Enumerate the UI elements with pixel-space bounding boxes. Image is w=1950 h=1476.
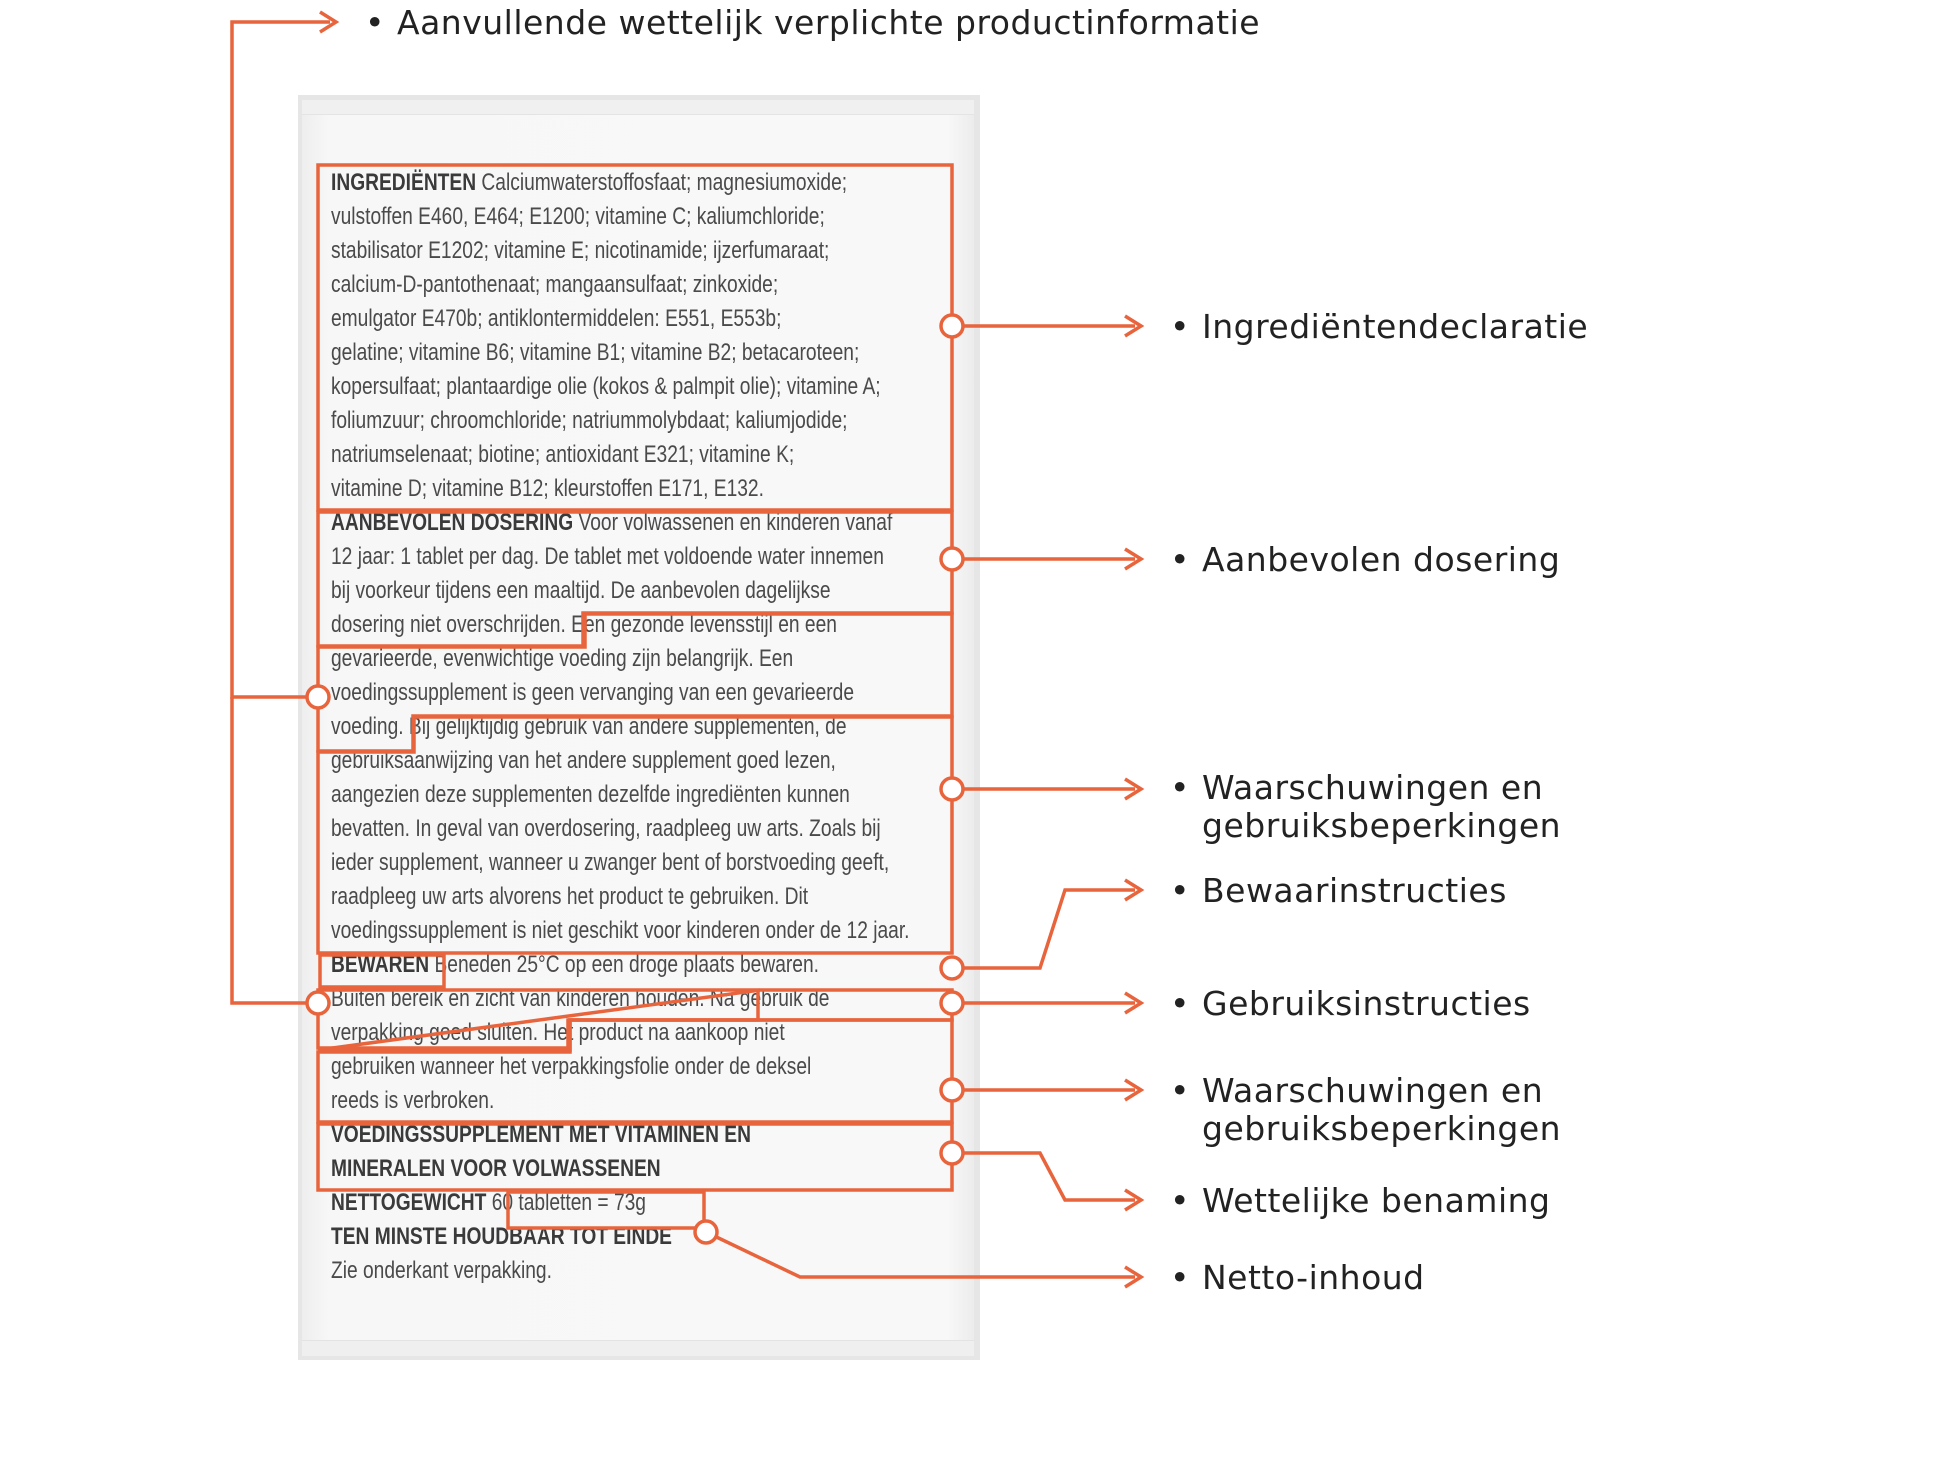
anchor-dot-icon [941,548,963,570]
annotation-warnings-1 [1170,769,1561,845]
ingredients-frame [318,165,952,510]
annotation-net-content [1170,1259,1425,1297]
bullet-icon: • [1170,1071,1190,1110]
bullet-icon: • [1170,1181,1190,1220]
dosage-text: dosering niet overschrijden. [331,611,566,638]
lifestyle-text: voeding. [331,713,404,740]
storage-frame [320,955,444,987]
anchor-dot-icon [307,686,329,708]
ingredients-line: vitamine D; vitamine B12; kleurstoffen E171, E132. [331,475,764,502]
legal-name-frame [318,1124,952,1190]
bracket-line [232,22,330,697]
annotation-usage [1170,985,1531,1023]
annotation-ingredients [1170,308,1588,346]
ingredients-line: gelatine; vitamine B6; vitamine B1; vitamine B2; betacaroteen; [331,339,860,366]
bullet-icon: • [1170,984,1190,1023]
best-before-text: Zie onderkant verpakking. [331,1257,552,1284]
storage-connector [952,890,1135,968]
anchor-dot-icon [941,1142,963,1164]
warning-line: aangezien deze supplementen dezelfde ingrediënten kunnen [331,781,850,808]
bullet-icon: • [1170,768,1190,807]
dosage-text: Voor volwassenen en kinderen vanaf [573,509,893,536]
seal-line: reeds is verbroken. [331,1087,495,1114]
dosage-frame [318,512,952,646]
bullet-icon: • [1170,1258,1190,1297]
warning-line: gebruiksaanwijzing van het andere supplement goed lezen, [331,747,836,774]
anchor-dot-icon [941,778,963,800]
bracket-line [232,697,318,1003]
ingredients-heading: INGREDIËNTEN [331,169,477,196]
anchor-dot-icon [941,315,963,337]
warning-line: ieder supplement, wanneer u zwanger bent of borstvoeding geeft, [331,849,890,876]
warning-line: bevatten. In geval van overdosering, raadpleeg uw arts. Zoals bij [331,815,881,842]
bullet-icon: • [1170,540,1190,579]
annotation-additional-info [365,4,1260,42]
net-value: 60 tabletten = 73g [486,1189,646,1216]
legal-name-text: VOEDINGSSUPPLEMENT MET VITAMINEN EN [331,1121,751,1148]
annotation-storage [1170,872,1507,910]
lifestyle-line: voedingssupplement is geen vervanging van een gevarieerde [331,679,855,706]
storage-heading: BEWAREN [331,951,430,978]
ingredients-line: kopersulfaat; plantaardige olie (kokos & palmpit olie); vitamine A; [331,373,881,400]
annotation-label: Netto-inhoud [1202,1258,1425,1297]
net-content-frame [508,1192,704,1228]
bullet-icon: • [1170,871,1190,910]
legal-name-connector [952,1153,1135,1200]
annotation-dosage [1170,541,1560,579]
lifestyle-text: Een gezonde levensstijl en een [565,611,837,638]
usage-text: Na gebruik de [704,985,830,1012]
ingredients-line: stabilisator E1202; vitamine E; nicotinamide; ijzerfumaraat; [331,237,830,264]
annotation-label: Waarschuwingen en [1202,768,1544,807]
annotation-label: Ingrediëntendeclaratie [1202,307,1589,346]
bullet-icon: • [1170,307,1190,346]
legal-name-text: MINERALEN VOOR VOLWASSENEN [331,1155,661,1182]
ingredients-line: foliumzuur; chroomchloride; natriummolybdaat; kaliumjodide; [331,407,848,434]
ingredients-line: natriumselenaat; biotine; antioxidant E321; vitamine K; [331,441,795,468]
annotation-label: Wettelijke benaming [1202,1181,1551,1220]
ingredients-text: Calciumwaterstoffosfaat; magnesiumoxide; [476,169,848,196]
dosage-line: 12 jaar: 1 tablet per dag. De tablet met voldoende water innemen [331,543,884,570]
lifestyle-line: gevarieerde, evenwichtige voeding zijn belangrijk. Een [331,645,794,672]
seal-frame [318,1020,952,1122]
warning-text: Bij gelijktijdig gebruik van andere supplementen, de [403,713,847,740]
anchor-dot-icon [307,992,329,1014]
anchor-dot-icon [941,1079,963,1101]
bullet-icon: • [365,3,385,42]
seal-text: Het product na aankoop niet [538,1019,785,1046]
annotation-label: Bewaarinstructies [1202,871,1507,910]
seal-line: gebruiken wanneer het verpakkingsfolie onder de deksel [331,1053,812,1080]
ingredients-line: emulgator E470b; antiklontermiddelen: E551, E553b; [331,305,782,332]
children-text: Buiten bereik en zicht van kinderen houden. [331,985,705,1012]
annotation-legal-name [1170,1182,1550,1220]
annotation-label: gebruiksbeperkingen [1202,806,1562,845]
warnings-frame [318,717,952,953]
dosage-heading: AANBEVOLEN DOSERING [331,509,574,536]
anchor-dot-icon [941,957,963,979]
annotation-label: Aanbevolen dosering [1202,540,1561,579]
ingredients-line: calcium-D-pantothenaat; mangaansulfaat; zinkoxide; [331,271,779,298]
annotation-label: Gebruiksinstructies [1202,984,1531,1023]
anchor-dot-icon [695,1221,717,1243]
net-content-connector [706,1232,1135,1277]
warning-line: voedingssupplement is niet geschikt voor kinderen onder de 12 jaar. [331,917,910,944]
ingredients-line: vulstoffen E460, E464; E1200; vitamine C; kaliumchloride; [331,203,825,230]
storage-text: Beneden 25°C op een droge plaats bewaren. [429,951,819,978]
net-heading: NETTOGEWICHT [331,1189,487,1216]
annotation-warnings-2 [1170,1072,1561,1148]
dosage-line: bij voorkeur tijdens een maaltijd. De aanbevolen dagelijkse [331,577,831,604]
anchor-dot-icon [941,992,963,1014]
annotation-label: Waarschuwingen en [1202,1071,1544,1110]
annotation-label: gebruiksbeperkingen [1202,1109,1562,1148]
best-before-heading: TEN MINSTE HOUDBAAR TOT EINDE [331,1223,672,1250]
usage-text: verpakking goed sluiten. [331,1019,539,1046]
warning-line: raadpleeg uw arts alvorens het product te gebruiken. Dit [331,883,809,910]
annotation-label: Aanvullende wettelijk verplichte productinformatie [397,3,1261,42]
